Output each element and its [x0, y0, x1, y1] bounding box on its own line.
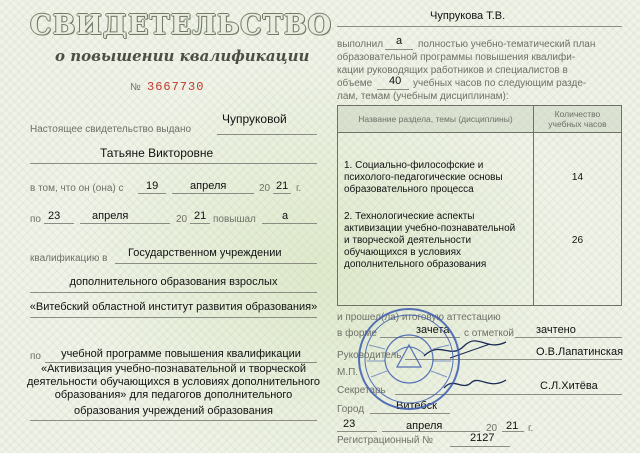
certificate-title: СВИДЕТЕЛЬСТВО	[30, 10, 333, 41]
holder-short-name: Чупрукова Т.В.	[430, 10, 506, 22]
row-1-line-1: 1. Социально-философские и	[344, 160, 484, 171]
registration-label: Регистрационный №	[337, 435, 433, 446]
mark-label: с отметкой	[464, 328, 515, 339]
row-2-line-5: дополнительного образования	[344, 259, 487, 270]
to-day: 23	[48, 210, 61, 222]
period-from-label: в том, что он (она) с	[30, 183, 124, 194]
improved-suffix: а	[282, 210, 289, 222]
program-line-5: образования учреждений образования	[74, 405, 273, 417]
attestation-label: и прошел(ла) итоговую аттестацию	[337, 312, 501, 323]
row-1-hours: 14	[533, 133, 621, 210]
issued-label: Настоящее свидетельство выдано	[30, 124, 192, 135]
date-year: 21	[506, 420, 519, 432]
recipient-surname: Чупруковой	[222, 112, 287, 126]
program-line-1: учебной программе повышения квалификации	[61, 348, 301, 360]
from-year-suffix: г.	[296, 183, 302, 194]
institution-line-2: дополнительного образования взрослых	[69, 276, 278, 288]
form-label: в форме	[337, 328, 377, 339]
completed-text-1: полностью учебно-тематический план	[418, 39, 596, 50]
recipient-name: Татьяне Викторовне	[100, 146, 214, 160]
to-year-prefix: 20	[176, 214, 188, 225]
from-month: апреля	[190, 180, 227, 192]
improved-label: повышал	[213, 214, 256, 225]
completed-text-5: лам, темам (учебным дисциплинам):	[337, 91, 509, 102]
seal-label: М.П.	[337, 367, 359, 378]
row-1-line-3: образовательного процесса	[344, 184, 474, 195]
city-value: Витебск	[396, 400, 437, 412]
row-1-line-2: психолого-педагогические основы	[344, 172, 503, 183]
row-2-line-4: обучающихся в условиях	[344, 247, 462, 258]
institution-line-1: Государственном учреждении	[128, 247, 282, 259]
form-value: зачета	[416, 324, 450, 336]
program-line-4: образования» для педагогов дополнительного	[54, 389, 293, 401]
program-label: по	[30, 351, 41, 362]
table-row	[338, 209, 622, 306]
row-2-line-3: и творческой деятельности	[344, 235, 472, 246]
secretary-name: С.Л.Хитёва	[540, 380, 598, 392]
head-name: О.В.Лапатинская	[536, 346, 624, 358]
completed-text-3: кации руководящих работников и специалистов в	[337, 65, 568, 76]
row-2-hours: 26	[533, 209, 621, 306]
number-sign: №	[130, 82, 141, 93]
qualification-label: квалификацию в	[30, 253, 108, 264]
completed-text-2: образовательной программы повышения квалифи-	[337, 52, 576, 63]
institution-line-3: «Витебский областной институт развития образования»	[29, 301, 318, 313]
from-day: 19	[146, 180, 159, 192]
date-year-prefix: 20	[486, 423, 498, 434]
total-hours: 40	[389, 75, 402, 87]
period-to-label: по	[30, 214, 41, 225]
completed-suffix: а	[396, 35, 403, 47]
column-header-topic: Название раздела, темы (дисциплины)	[338, 106, 534, 133]
to-month: апреля	[92, 210, 129, 222]
from-year-prefix: 20	[259, 183, 271, 194]
secretary-label: Секретарь	[337, 385, 386, 396]
program-line-2: «Активизация учебно-познавательной и творческой	[40, 363, 307, 375]
program-line-3: деятельности обучающихся в условиях дополнительного	[27, 376, 320, 388]
row-2-line-2: активизации учебно-познавательной	[344, 223, 516, 234]
mark-value: зачтено	[536, 324, 576, 336]
table-row	[338, 133, 622, 210]
official-stamp	[355, 305, 463, 413]
head-label: Руководитель	[337, 350, 402, 361]
column-header-hours: Количество учебных часов	[533, 106, 621, 133]
date-day: 23	[343, 418, 356, 430]
city-label: Город	[337, 404, 365, 415]
from-year: 21	[276, 180, 289, 192]
to-year: 21	[194, 210, 207, 222]
certificate-subtitle: о повышении квалификации	[55, 47, 310, 65]
serial-number: 3667730	[147, 80, 205, 94]
completed-label: выполнил	[337, 39, 384, 50]
subjects-table	[337, 105, 622, 306]
completed-text-4b: учебных часов по следующим разде-	[413, 78, 587, 89]
completed-text-4a: объеме	[337, 78, 373, 89]
date-year-suffix: г.	[528, 423, 534, 434]
date-month: апреля	[406, 420, 443, 432]
row-2-line-1: 2. Технологические аспекты	[344, 211, 475, 222]
registration-number: 2127	[470, 432, 495, 444]
